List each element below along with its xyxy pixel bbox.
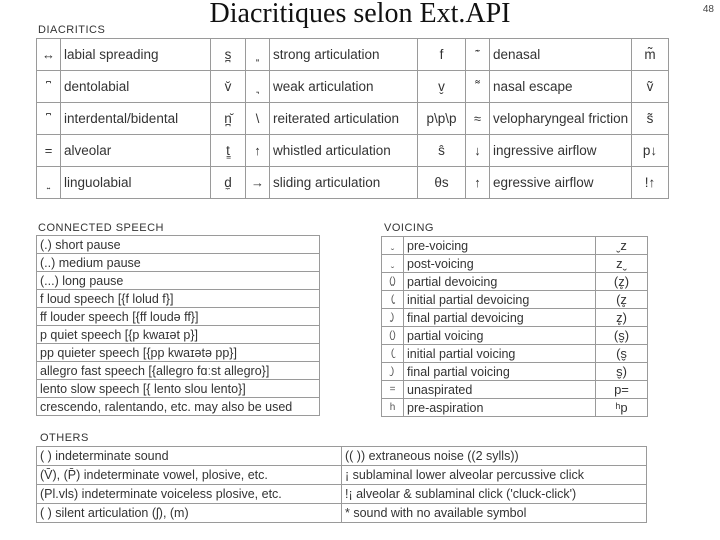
voicing-example: ʰp: [596, 399, 648, 417]
table-row: [37, 504, 647, 523]
diacritic-label: linguolabial: [61, 167, 211, 199]
diacritic-symbol: [246, 71, 270, 103]
table-row: [37, 254, 320, 272]
voicing-example: zˬ: [596, 255, 648, 273]
diacritic-symbol: [246, 39, 270, 71]
diacritic-example: s̃: [632, 103, 669, 135]
connected-speech-cell: ff louder speech [{ff loudə ff}]: [37, 308, 320, 326]
diacritic-example: t̳: [211, 135, 246, 167]
others-cell: !¡ alveolar & sublaminal click ('cluck-click'): [342, 485, 647, 504]
table-row: [37, 485, 647, 504]
diacritics-row: [37, 71, 669, 103]
diacritics-heading: DIACRITICS: [38, 24, 106, 36]
diacritics-table: [36, 38, 669, 199]
others-cell: ( ) silent articulation (ʃ), (m): [37, 504, 342, 523]
voicing-example: z̥): [596, 309, 648, 327]
table-row: [382, 309, 648, 327]
voicing-symbol: (̥): [382, 273, 404, 291]
table-row: [382, 291, 648, 309]
diacritic-example: !↑: [632, 167, 669, 199]
voicing-label: final partial devoicing: [404, 309, 596, 327]
table-row: [382, 255, 648, 273]
voicing-label: pre-aspiration: [404, 399, 596, 417]
voicing-symbol: (̬: [382, 345, 404, 363]
diacritic-symbol: [466, 39, 490, 71]
diacritic-symbol: =: [37, 135, 61, 167]
connected-speech-cell: (.) short pause: [37, 236, 320, 254]
diacritic-example: p↓: [632, 135, 669, 167]
table-row: [382, 345, 648, 363]
diacritics-row: [37, 135, 669, 167]
table-row: [382, 363, 648, 381]
diacritic-example: f: [418, 39, 466, 71]
diacritic-example: p\p\p: [418, 103, 466, 135]
diacritic-label: interdental/bidental: [61, 103, 211, 135]
diacritic-example: d̼: [211, 167, 246, 199]
diacritic-symbol: ↑: [466, 167, 490, 199]
table-row: [382, 327, 648, 345]
voicing-symbol: ˬ: [382, 255, 404, 273]
voicing-label: pre-voicing: [404, 237, 596, 255]
voicing-example: (s̬): [596, 327, 648, 345]
diacritic-example: v̬: [418, 71, 466, 103]
voicing-example: p=: [596, 381, 648, 399]
diacritic-example: s̑: [418, 135, 466, 167]
voicing-example: (z̥): [596, 273, 648, 291]
diacritics-row: [37, 103, 669, 135]
connected-speech-cell: p quiet speech [{p kwaɪət p}]: [37, 326, 320, 344]
table-row: [382, 381, 648, 399]
diacritic-symbol: ↔: [37, 39, 61, 71]
diacritic-symbol: [37, 167, 61, 199]
others-cell: (Pl.vls) indeterminate voiceless plosive, etc.: [37, 485, 342, 504]
diacritic-example: v̆: [211, 71, 246, 103]
diacritic-symbol: \: [246, 103, 270, 135]
diacritic-label: strong articulation: [270, 39, 418, 71]
diacritic-example: n̪̆: [211, 103, 246, 135]
voicing-symbol: ˬ: [382, 237, 404, 255]
table-row: [37, 326, 320, 344]
diacritic-label: whistled articulation: [270, 135, 418, 167]
others-heading: OTHERS: [40, 432, 89, 444]
table-row: [37, 344, 320, 362]
diacritic-example: s̪: [211, 39, 246, 71]
voicing-symbol: ̥): [382, 309, 404, 327]
diacritic-symbol: ↓: [466, 135, 490, 167]
diacritic-label: nasal escape: [490, 71, 632, 103]
voicing-example: (s̬: [596, 345, 648, 363]
connected-speech-cell: f loud speech [{f lolud f}]: [37, 290, 320, 308]
table-row: [382, 237, 648, 255]
diacritic-label: dentolabial: [61, 71, 211, 103]
table-row: [37, 308, 320, 326]
table-row: [37, 272, 320, 290]
diacritics-row: [37, 39, 669, 71]
voicing-label: partial devoicing: [404, 273, 596, 291]
table-row: [37, 466, 647, 485]
others-cell: ¡ sublaminal lower alveolar percussive click: [342, 466, 647, 485]
diacritic-symbol: →: [246, 167, 270, 199]
voicing-label: initial partial voicing: [404, 345, 596, 363]
connected-speech-cell: lento slow speech [{ lento slou lento}]: [37, 380, 320, 398]
voicing-symbol: ̬): [382, 363, 404, 381]
diacritic-label: ingressive airflow: [490, 135, 632, 167]
diacritic-label: alveolar: [61, 135, 211, 167]
diacritic-example: m̃: [632, 39, 669, 71]
others-table: [36, 446, 647, 523]
page-number: 48: [702, 4, 714, 15]
diacritic-label: egressive airflow: [490, 167, 632, 199]
diacritic-symbol: [37, 71, 61, 103]
slide-title: Diacritiques selon Ext.API: [209, 0, 511, 29]
table-row: [37, 447, 647, 466]
diacritic-symbol: [37, 103, 61, 135]
voicing-symbol: h: [382, 399, 404, 417]
others-cell: (V̄), (P̄) indeterminate vowel, plosive, etc.: [37, 466, 342, 485]
diacritic-label: denasal: [490, 39, 632, 71]
diacritic-example: θs: [418, 167, 466, 199]
diacritic-label: reiterated articulation: [270, 103, 418, 135]
connected-speech-cell: (..) medium pause: [37, 254, 320, 272]
diacritic-label: weak articulation: [270, 71, 418, 103]
voicing-example: ˬz: [596, 237, 648, 255]
voicing-label: final partial voicing: [404, 363, 596, 381]
voicing-label: post-voicing: [404, 255, 596, 273]
voicing-heading: VOICING: [384, 222, 434, 234]
others-cell: ( ) indeterminate sound: [37, 447, 342, 466]
others-cell: * sound with no available symbol: [342, 504, 647, 523]
diacritic-symbol: [466, 71, 490, 103]
connected-speech-cell: pp quieter speech [{pp kwaɪətə pp}]: [37, 344, 320, 362]
table-row: [382, 399, 648, 417]
connected-speech-heading: CONNECTED SPEECH: [38, 222, 164, 234]
table-row: [37, 380, 320, 398]
connected-speech-cell: allegro fast speech [{allegro fɑːst allegro}]: [37, 362, 320, 380]
diacritics-row: [37, 167, 669, 199]
voicing-example: (z̥: [596, 291, 648, 309]
voicing-label: initial partial devoicing: [404, 291, 596, 309]
diacritic-symbol: ↑: [246, 135, 270, 167]
diacritic-label: velopharyngeal friction: [490, 103, 632, 135]
voicing-table: [381, 236, 648, 417]
table-row: [37, 236, 320, 254]
voicing-symbol: (̥: [382, 291, 404, 309]
table-row: [37, 290, 320, 308]
connected-speech-cell: (...) long pause: [37, 272, 320, 290]
connected-speech-cell: crescendo, ralentando, etc. may also be used: [37, 398, 320, 416]
diacritic-label: labial spreading: [61, 39, 211, 71]
table-row: [382, 273, 648, 291]
voicing-label: unaspirated: [404, 381, 596, 399]
diacritic-example: ṽ: [632, 71, 669, 103]
voicing-example: s̬): [596, 363, 648, 381]
others-cell: (( )) extraneous noise ((2 sylls)): [342, 447, 647, 466]
connected-speech-table: [36, 235, 320, 416]
voicing-symbol: =: [382, 381, 404, 399]
table-row: [37, 362, 320, 380]
diacritic-label: sliding articulation: [270, 167, 418, 199]
diacritic-symbol: ≈: [466, 103, 490, 135]
voicing-symbol: (̬): [382, 327, 404, 345]
voicing-label: partial voicing: [404, 327, 596, 345]
table-row: [37, 398, 320, 416]
